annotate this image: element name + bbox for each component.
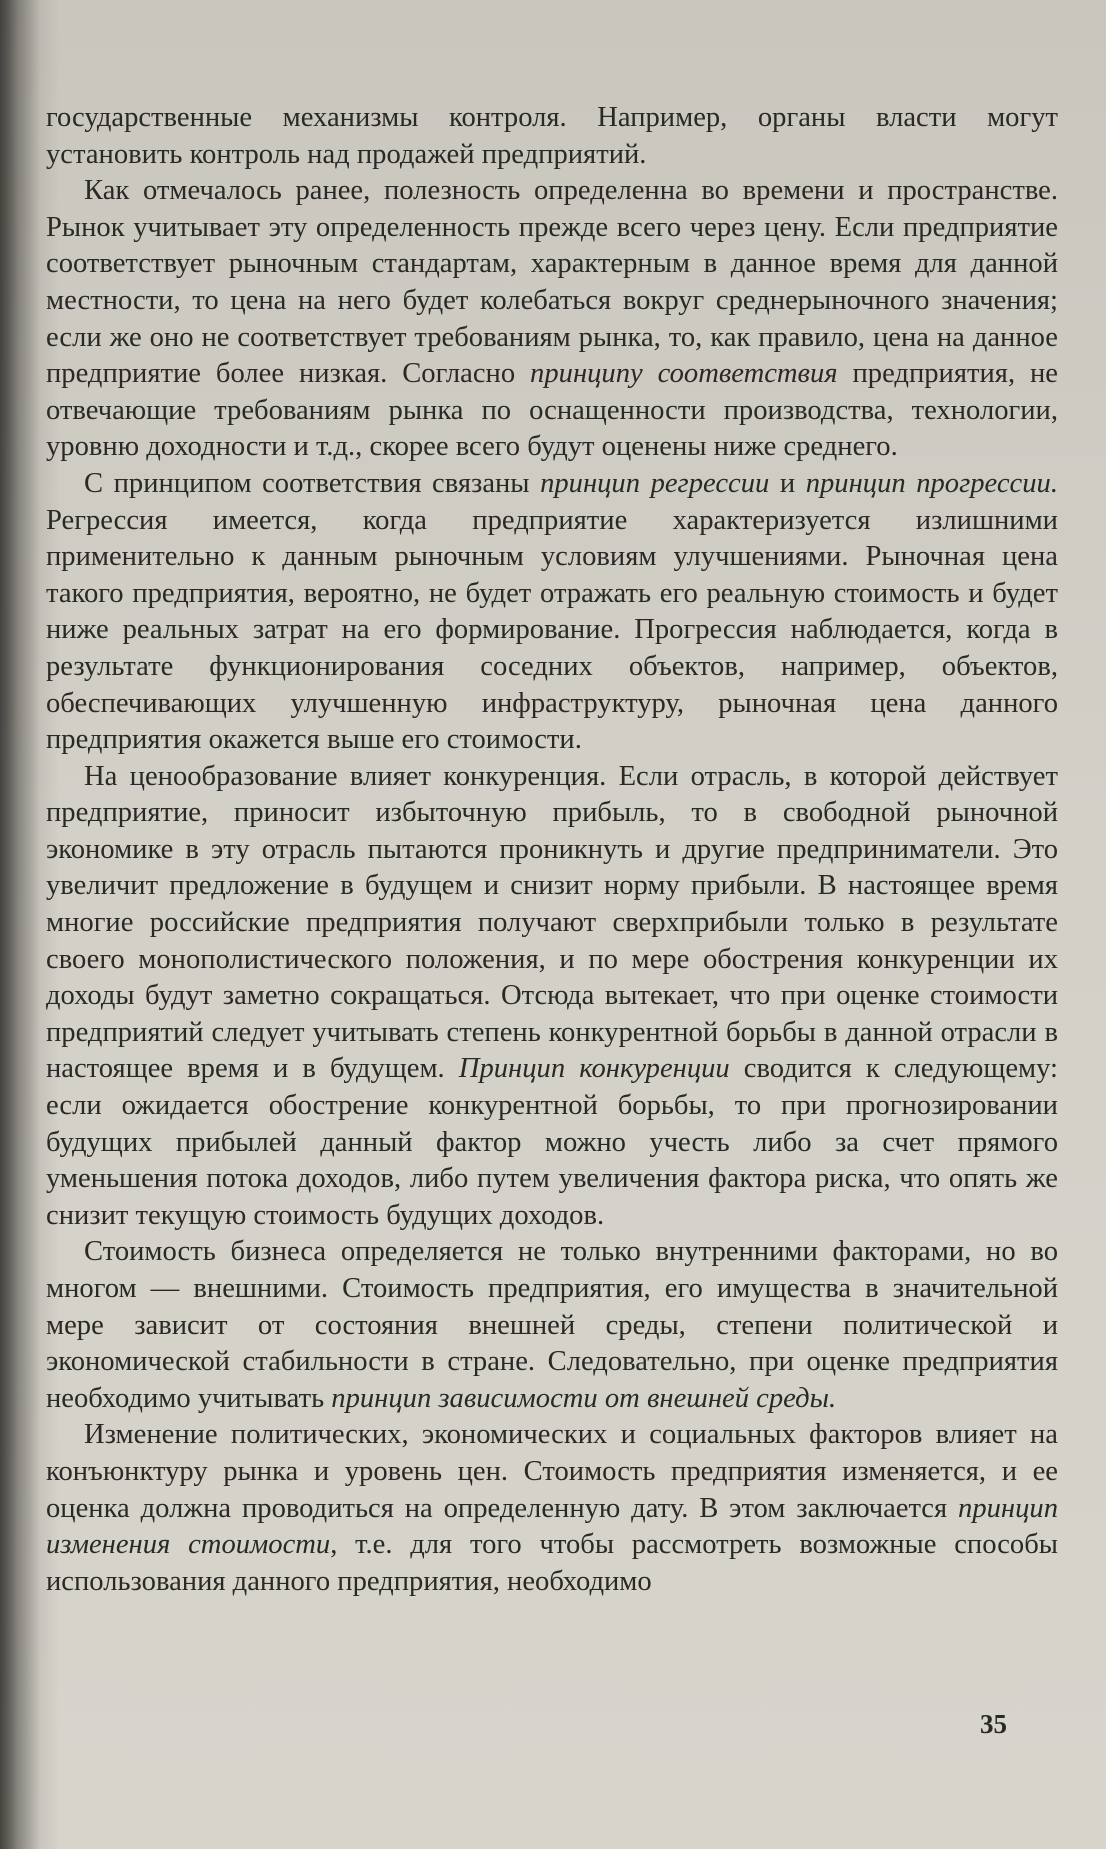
italic-term: Принцип конкуренции: [458, 1053, 730, 1085]
body-text: [46, 100, 1058, 1600]
paragraph-6: [46, 1417, 1058, 1600]
text-segment: предприятия, не отвечающие требованиям рынка по оснащенности производства, технологии, уровню доходности и т.д., скорее всего будут оценены ниже среднего.: [46, 358, 1059, 463]
text-segment: , т.е. для того чтобы рассмотреть возможные способы использования данного предприятия, необходимо: [46, 1529, 1058, 1597]
text-segment: Стоимость бизнеса определяется не только внутренними факторами, но во многом — внешними. Стоимость предприятия, его имущества в значительной мере зависит от состояния внешней среды, степени политической и экономической стабильности в стране. Следовательно, при оценке предприятия необходимо учитывать: [46, 1236, 1058, 1414]
spine-shadow: [0, 0, 40, 1849]
text-segment: Как отмечалось ранее, полезность определенна во времени и пространстве. Рынок учитывает эту определенность прежде всего через цену. Если предприятие соответствует рыночным стандартам, характерным в данное время для данной местности, то цена на него будет колебаться вокруг среднерыночного значения; если же оно не соответствует требованиям рынка, то, как правило, цена на данное предприятие более низкая. Согласно: [46, 175, 1058, 390]
text-segment: сводится к следующему: если ожидается обострение конкурентной борьбы, то при прогнозировании будущих прибылей данный фактор можно учесть либо за счет прямого уменьшения потока доходов, либо путем увеличения фактора риска, что опять же снизит текущую стоимость будущих доходов.: [46, 1053, 1058, 1231]
text-segment: С принципом соответствия связаны: [84, 467, 541, 499]
paragraph-4: [46, 759, 1058, 1235]
text-segment: Регрессия имеется, когда предприятие характеризуется излишними применительно к данным рыночным условиям улучшениями. Рыночная цена такого предприятия, вероятно, не будет отражать его реальную стоимость и будет ниже реальных затрат на его формирование. Прогрессия наблюдается, когда в результате функционирования соседних объектов, например, объектов, обеспечивающих улучшенную инфраструктуру, рыночная цена данного предприятия окажется выше его стоимости.: [46, 504, 1058, 756]
italic-term: принципу соответствия: [530, 358, 838, 390]
paragraph-2: [46, 173, 1058, 466]
text-segment: Изменение политических, экономических и социальных факторов влияет на конъюнктуру рынка и уровень цен. Стоимость предприятия изменяется, и ее оценка должна проводиться на определенную дату. В этом заключается: [46, 1419, 1058, 1524]
text-segment: и: [769, 467, 806, 499]
paragraph-5: [46, 1234, 1058, 1417]
text-segment: государственные механизмы контроля. Например, органы власти могут установить контроль над продажей предприятий.: [46, 102, 1058, 170]
italic-term: принцип регрессии: [540, 467, 770, 499]
italic-term: принцип изменения стоимости: [46, 1492, 1058, 1561]
paragraph-1: [46, 100, 1058, 173]
italic-term: принцип прогрессии.: [805, 467, 1058, 499]
italic-term: принцип зависимости от внешней среды.: [331, 1382, 837, 1414]
page-number: 35: [980, 1709, 1007, 1739]
text-segment: На ценообразование влияет конкуренция. Если отрасль, в которой действует предприятие, приносит избыточную прибыль, то в свободной рыночной экономике в эту отрасль пытаются проникнуть и другие предприниматели. Это увеличит предложение в будущем и снизит норму прибыли. В настоящее время многие российские предприятия получают сверхприбыли только в результате своего монополистического положения, и по мере обострения конкуренции их доходы будут заметно сокращаться. Отсюда вытекает, что при оценке стоимости предприятий следует учитывать степень конкурентной борьбы в данной отрасли в настоящее время и в будущем.: [46, 760, 1058, 1085]
paragraph-3: [46, 466, 1058, 759]
